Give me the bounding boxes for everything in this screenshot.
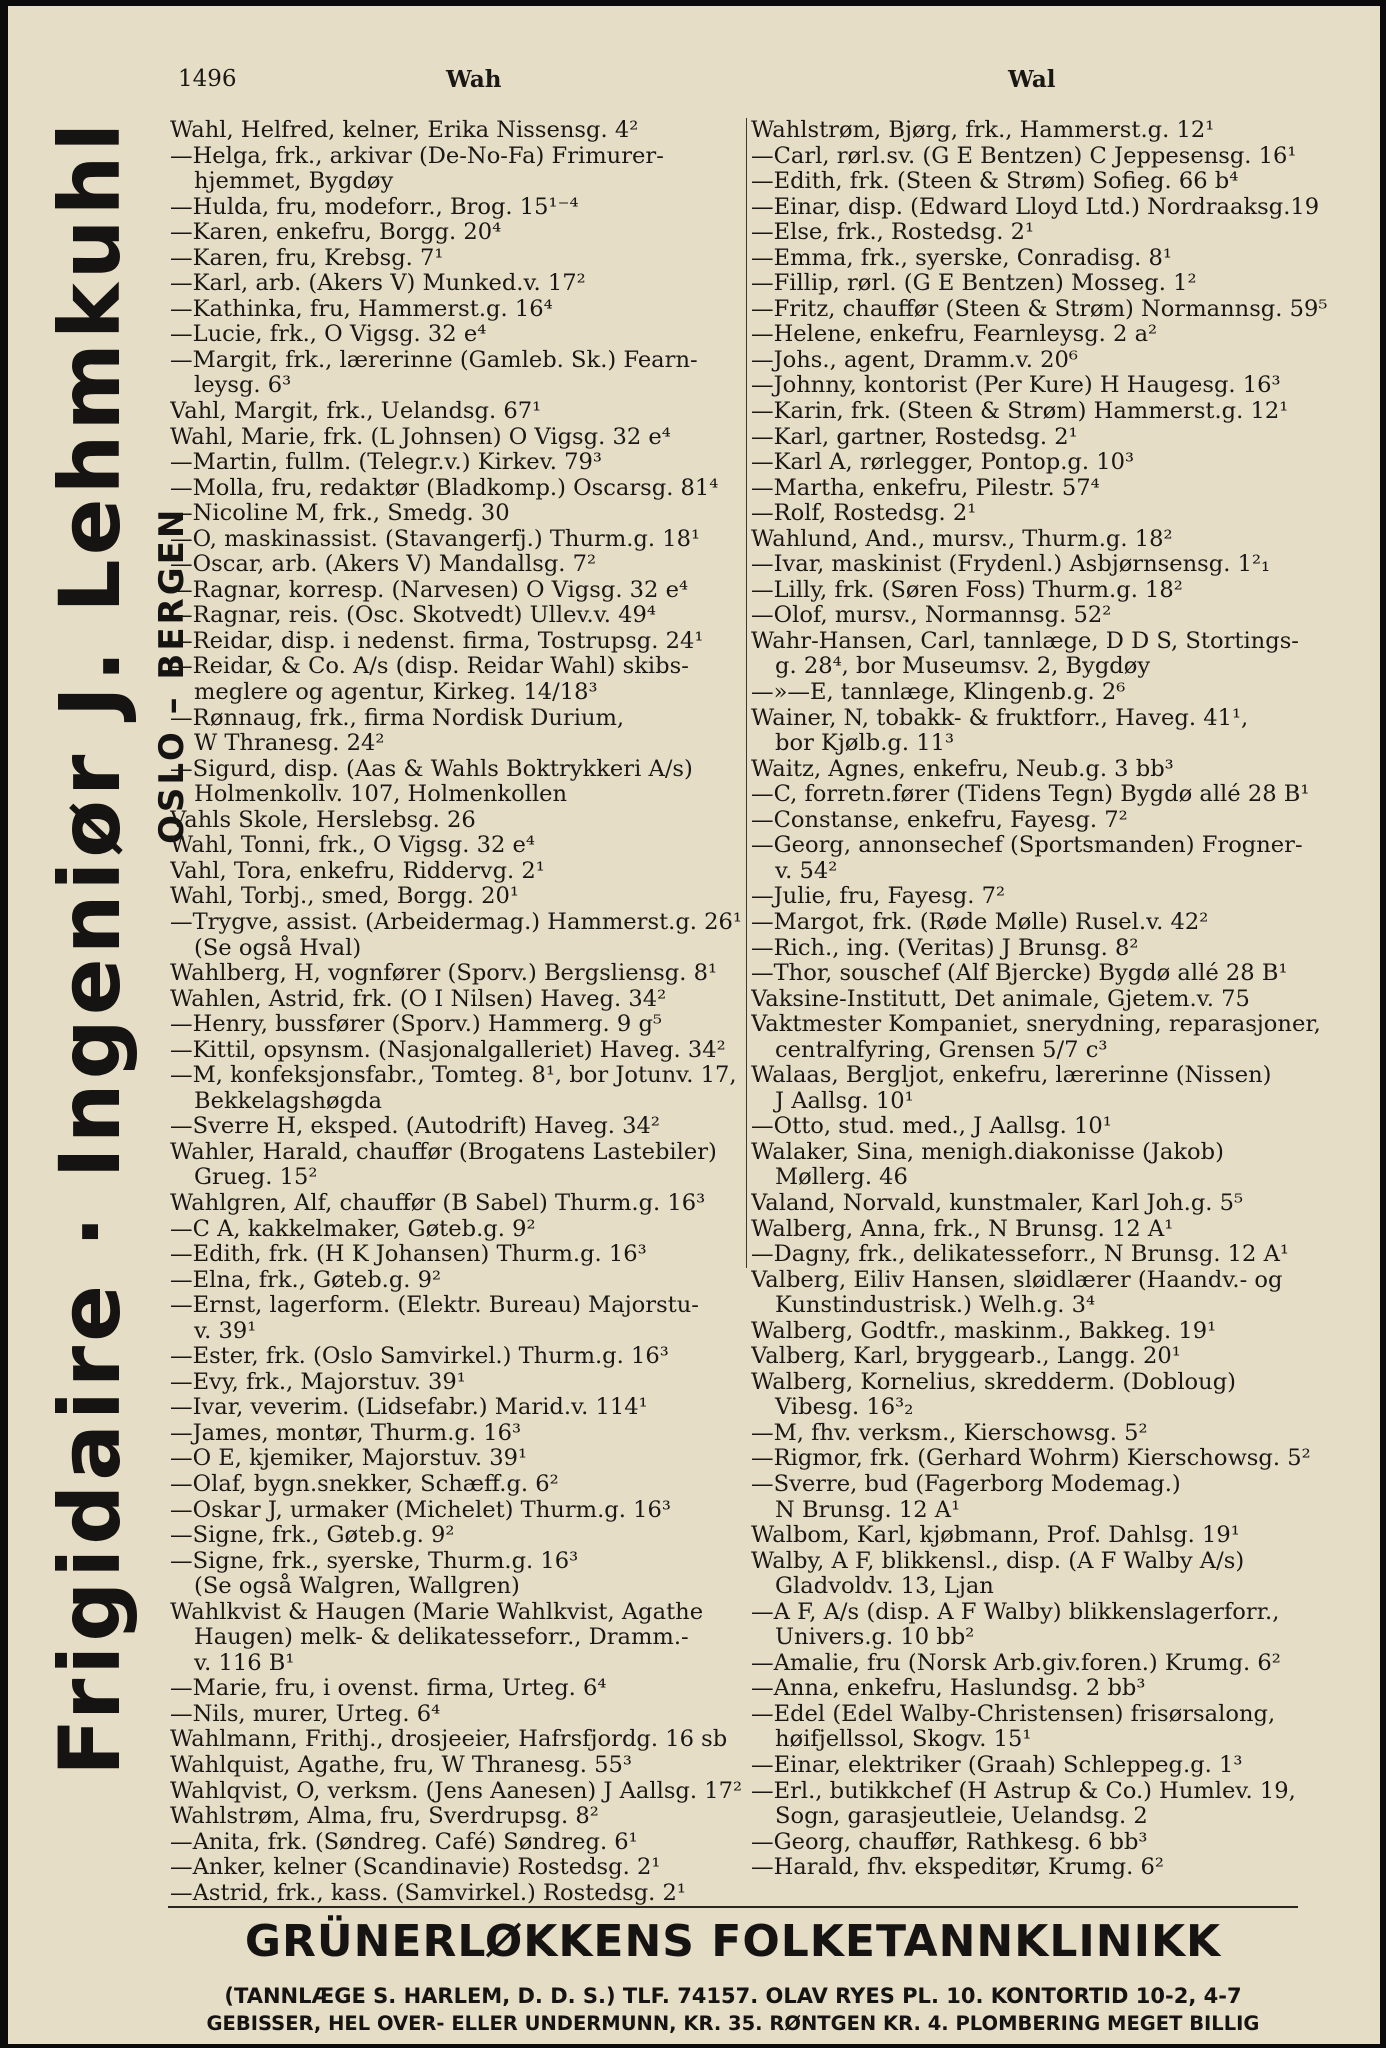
- directory-entry-line: —Helga, frk., arkivar (De-No-Fa) Frimurer-: [170, 142, 664, 169]
- directory-entry-line: —Ragnar, korresp. (Narvesen) O Vigsg. 32 e⁴: [170, 576, 689, 603]
- directory-entry-line: —Rønnaug, frk., firma Nordisk Durium,: [170, 704, 625, 731]
- directory-entry-line: —Lucie, frk., O Vigsg. 32 e⁴: [170, 321, 487, 348]
- directory-entry-line: —Olof, mursv., Normannsg. 52²: [751, 602, 1112, 629]
- directory-entry-line: Walby, A F, blikkensl., disp. (A F Walby A/s): [751, 1547, 1245, 1574]
- directory-entry-line: —Fillip, rørl. (G E Bentzen) Mosseg. 1²: [751, 270, 1197, 297]
- directory-entry-line: —Ivar, maskinist (Frydenl.) Asbjørnsensg. 1²₁: [751, 551, 1271, 578]
- directory-entry-line: —Nicoline M, frk., Smedg. 30: [170, 500, 510, 527]
- ad-divider: [168, 1906, 1298, 1908]
- directory-entry-line: v. 54²: [775, 857, 838, 884]
- directory-entry-line: —Henry, bussfører (Sporv.) Hammerg. 9 g⁵: [170, 1011, 662, 1038]
- directory-entry-line: Kunstindustrisk.) Welh.g. 3⁴: [775, 1292, 1096, 1319]
- directory-entry-line: —Astrid, frk., kass. (Samvirkel.) Rostedsg. 2¹: [170, 1879, 686, 1906]
- directory-entry-line: Møllerg. 46: [775, 1164, 908, 1191]
- directory-entry-line: —Karl A, rørlegger, Pontop.g. 10³: [751, 449, 1135, 476]
- directory-entry-line: Wahlgren, Alf, chauffør (B Sabel) Thurm.g. 16³: [170, 1189, 706, 1216]
- directory-entry-line: —Reidar, & Co. A/s (disp. Reidar Wahl) skibs-: [170, 653, 689, 680]
- directory-entry-line: —Ragnar, reis. (Osc. Skotvedt) Ullev.v. 49⁴: [170, 602, 656, 629]
- directory-entry-line: —Edith, frk. (Steen & Strøm) Sofieg. 66 b⁴: [751, 168, 1239, 195]
- directory-entry-line: —M, fhv. verksm., Kierschowsg. 5²: [751, 1419, 1148, 1446]
- directory-entry-line: N Brunsg. 12 A¹: [775, 1496, 961, 1523]
- directory-entry-line: Wahlqvist, O, verksm. (Jens Aanesen) J Aallsg. 17²: [170, 1777, 743, 1804]
- directory-entry-line: —James, montør, Thurm.g. 16³: [170, 1419, 522, 1446]
- directory-entry-line: —Ester, frk. (Oslo Samvirkel.) Thurm.g. 16³: [170, 1343, 669, 1370]
- directory-entry-line: —Anna, enkefru, Haslundsg. 2 bb³: [751, 1675, 1146, 1702]
- directory-entry-line: —Kathinka, fru, Hammerst.g. 16⁴: [170, 295, 553, 322]
- header-left-keyword: Wah: [446, 66, 502, 93]
- directory-entry-line: Wahlkvist & Haugen (Marie Wahlkvist, Agathe: [170, 1598, 704, 1625]
- directory-entry-line: Haugen) melk- & delikatesseforr., Dramm.-: [194, 1624, 689, 1651]
- left-column: [170, 118, 750, 1906]
- directory-entry-line: —Molla, fru, redaktør (Bladkomp.) Oscarsg. 81⁴: [170, 474, 719, 501]
- directory-entry-line: Grueg. 15²: [194, 1164, 318, 1191]
- directory-entry-line: —Karen, enkefru, Borgg. 20⁴: [170, 219, 502, 246]
- directory-entry-line: —Ivar, veverim. (Lidsefabr.) Marid.v. 114¹: [170, 1394, 648, 1421]
- directory-entry-line: Holmenkollv. 107, Holmenkollen: [194, 781, 568, 808]
- directory-entry-line: Valand, Norvald, kunstmaler, Karl Joh.g. 5⁵: [751, 1189, 1244, 1216]
- directory-entry-line: —Sverre H, eksped. (Autodrift) Haveg. 34²: [170, 1113, 660, 1140]
- directory-entry-line: Wahlmann, Frithj., drosjeeier, Hafrsfjordg. 16 sb: [170, 1726, 728, 1753]
- directory-entry-line: Wahr-Hansen, Carl, tannlæge, D D S, Stortings-: [751, 627, 1299, 654]
- directory-entry-line: —Karen, fru, Krebsg. 7¹: [170, 244, 444, 271]
- directory-entry-line: —Rigmor, frk. (Gerhard Wohrm) Kierschowsg. 5²: [751, 1445, 1311, 1472]
- side-ad-main-text: Frigidaire · Ingeniør J. Lehmkuhl: [41, 118, 139, 1776]
- ad-line-contact: (TANNLÆGE S. HARLEM, D. D. S.) TLF. 74157. OLAV RYES PL. 10. KONTORTID 10-2, 4-7: [224, 1984, 1242, 2008]
- directory-entry-line: Wainer, N, tobakk- & fruktforr., Haveg. 41¹,: [751, 704, 1249, 731]
- directory-entry-line: —Rolf, Rostedsg. 2¹: [751, 500, 977, 527]
- directory-entry-line: —Margit, frk., lærerinne (Gamleb. Sk.) Fearn-: [170, 346, 698, 373]
- directory-entry-line: Wahler, Harald, chauffør (Brogatens Lastebiler): [170, 1138, 717, 1165]
- directory-entry-line: Walaker, Sina, menigh.diakonisse (Jakob): [751, 1138, 1224, 1165]
- directory-entry-line: —Sigurd, disp. (Aas & Wahls Boktrykkeri A/s): [170, 755, 693, 782]
- directory-entry-line: Waitz, Agnes, enkefru, Neub.g. 3 bb³: [751, 755, 1174, 782]
- directory-entry-line: —Fritz, chauffør (Steen & Strøm) Normannsg. 59⁵: [751, 295, 1328, 322]
- directory-entry-line: Vahl, Margit, frk., Uelandsg. 67¹: [170, 398, 542, 425]
- directory-entry-line: —Georg, annonsechef (Sportsmanden) Frogner-: [751, 832, 1303, 859]
- side-ad-sub-text: OSLO – BERGEN: [152, 506, 192, 845]
- directory-entry-line: Vibesg. 16³₂: [775, 1394, 914, 1421]
- directory-entry-line: —Edith, frk. (H K Johansen) Thurm.g. 16³: [170, 1241, 647, 1268]
- ad-line-prices: GEBISSER, HEL OVER- ELLER UNDERMUNN, KR. 35. RØNTGEN KR. 4. PLOMBERING MEGET BILLIG: [206, 2012, 1260, 2035]
- directory-entry-line: —Kittil, opsynsm. (Nasjonalgalleriet) Haveg. 34²: [170, 1036, 726, 1063]
- directory-entry-line: hjemmet, Bygdøy: [194, 168, 394, 195]
- directory-entry-line: Wahlstrøm, Alma, fru, Sverdrupsg. 8²: [170, 1803, 599, 1830]
- directory-entry-line: Bekkelagshøgda: [194, 1087, 383, 1114]
- directory-entry-line: Valberg, Karl, bryggearb., Langg. 20¹: [751, 1343, 1181, 1370]
- directory-entry-line: —Martin, fullm. (Telegr.v.) Kirkev. 79³: [170, 449, 602, 476]
- directory-entry-line: —Carl, rørl.sv. (G E Bentzen) C Jeppesensg. 16¹: [751, 142, 1297, 169]
- directory-entry-line: bor Kjølb.g. 11³: [775, 730, 955, 757]
- directory-entry-line: —Signe, frk., syerske, Thurm.g. 16³: [170, 1547, 579, 1574]
- directory-entry-line: —Amalie, fru (Norsk Arb.giv.foren.) Krumg. 6²: [751, 1649, 1281, 1676]
- directory-entry-line: —Olaf, bygn.snekker, Schæff.g. 6²: [170, 1470, 559, 1497]
- directory-entry-line: —O, maskinassist. (Stavangerfj.) Thurm.g. 18¹: [170, 525, 701, 552]
- directory-entry-line: —Evy, frk., Majorstuv. 39¹: [170, 1368, 466, 1395]
- directory-entry-line: —Julie, fru, Fayesg. 7²: [751, 883, 1006, 910]
- column-divider: [746, 118, 747, 1268]
- directory-entry-line: Wahl, Torbj., smed, Borgg. 20¹: [170, 883, 519, 910]
- directory-entry-line: Univers.g. 10 bb²: [775, 1624, 975, 1651]
- directory-entry-line: Wahl, Marie, frk. (L Johnsen) O Vigsg. 32 e⁴: [170, 423, 671, 450]
- directory-entry-line: Valberg, Eiliv Hansen, sløidlærer (Haandv.- og: [751, 1266, 1283, 1293]
- directory-entry-line: —Martha, enkefru, Pilestr. 57⁴: [751, 474, 1100, 501]
- header-right-keyword: Wal: [1008, 66, 1056, 93]
- directory-entry-line: meglere og agentur, Kirkeg. 14/18³: [194, 679, 598, 706]
- directory-entry-line: —Ernst, lagerform. (Elektr. Bureau) Majorstu-: [170, 1292, 699, 1319]
- page-number: 1496: [178, 66, 237, 92]
- directory-entry-line: Walbom, Karl, kjøbmann, Prof. Dahlsg. 19¹: [751, 1522, 1240, 1549]
- directory-entry-line: W Thranesg. 24²: [194, 730, 385, 757]
- directory-entry-line: (Se også Hval): [194, 934, 362, 961]
- directory-entry-line: —Karl, gartner, Rostedsg. 2¹: [751, 423, 1078, 450]
- directory-entry-line: —Einar, elektriker (Graah) Schleppeg.g. 1³: [751, 1752, 1243, 1778]
- directory-entry-line: —A F, A/s (disp. A F Walby) blikkenslagerforr.,: [751, 1598, 1280, 1625]
- directory-entry-line: —Reidar, disp. i nedenst. firma, Tostrupsg. 24¹: [170, 627, 704, 654]
- directory-entry-line: Sogn, garasjeutleie, Uelandsg. 2: [775, 1803, 1148, 1830]
- directory-entry-line: Walaas, Bergljot, enkefru, lærerinne (Nissen): [751, 1062, 1272, 1089]
- directory-entry-line: —Oskar J, urmaker (Michelet) Thurm.g. 16³: [170, 1496, 671, 1523]
- directory-entry-line: Gladvoldv. 13, Ljan: [775, 1573, 994, 1600]
- directory-entry-line: v. 39¹: [194, 1317, 257, 1344]
- directory-entry-line: —Elna, frk., Gøteb.g. 9²: [170, 1266, 442, 1293]
- directory-entry-line: Walberg, Godtfr., maskinm., Bakkeg. 19¹: [751, 1317, 1217, 1344]
- directory-entry-line: —Karin, frk. (Steen & Strøm) Hammerst.g. 12¹: [751, 398, 1289, 425]
- directory-entry-line: Wahlen, Astrid, frk. (O I Nilsen) Haveg. 34²: [170, 985, 667, 1012]
- directory-entry-line: Wahlquist, Agathe, fru, W Thranesg. 55³: [170, 1752, 632, 1778]
- directory-entry-line: Wahl, Tonni, frk., O Vigsg. 32 e⁴: [170, 832, 535, 859]
- directory-entry-line: —Emma, frk., syerske, Conradisg. 8¹: [751, 244, 1172, 271]
- directory-entry-line: —O E, kjemiker, Majorstuv. 39¹: [170, 1445, 528, 1472]
- directory-entry-line: —Johs., agent, Dramm.v. 20⁶: [751, 346, 1078, 373]
- ad-title: GRÜNERLØKKENS FOLKETANNKLINIKK: [244, 1916, 1222, 1967]
- directory-entry-line: —Lilly, frk. (Søren Foss) Thurm.g. 18²: [751, 576, 1183, 603]
- directory-entry-line: —Oscar, arb. (Akers V) Mandallsg. 7²: [170, 551, 597, 578]
- directory-entry-line: høifjellssol, Skogv. 15¹: [775, 1726, 1032, 1753]
- right-column: [751, 118, 1331, 1881]
- directory-entry-line: —C, forretn.fører (Tidens Tegn) Bygdø allé 28 B¹: [751, 781, 1310, 808]
- directory-entry-line: —Margot, frk. (Røde Mølle) Rusel.v. 42²: [751, 908, 1209, 935]
- directory-entry-line: —Hulda, fru, modeforr., Brog. 15¹⁻⁴: [170, 193, 579, 220]
- directory-entry-line: Walberg, Kornelius, skredderm. (Dobloug): [751, 1368, 1236, 1395]
- directory-page: [8, 6, 1380, 2044]
- directory-entry-line: g. 28⁴, bor Museumsv. 2, Bygdøy: [775, 653, 1151, 680]
- directory-entry-line: —Georg, chauffør, Rathkesg. 6 bb³: [751, 1828, 1148, 1855]
- directory-entry-line: —Johnny, kontorist (Per Kure) H Haugesg. 16³: [751, 372, 1281, 399]
- directory-entry-line: Wahlstrøm, Bjørg, frk., Hammerst.g. 12¹: [751, 118, 1215, 143]
- directory-entry-line: —Helene, enkefru, Fearnleysg. 2 a²: [751, 321, 1158, 348]
- directory-entry-line: Vaksine-Institutt, Det animale, Gjetem.v. 75: [751, 985, 1250, 1012]
- directory-entry-line: —Constanse, enkefru, Fayesg. 7²: [751, 806, 1128, 833]
- directory-entry-line: centralfyring, Grensen 5/7 c³: [775, 1036, 1108, 1063]
- directory-entry-line: —Sverre, bud (Fagerborg Modemag.): [751, 1470, 1181, 1497]
- directory-entry-line: Wahl, Helfred, kelner, Erika Nissensg. 4²: [170, 118, 639, 143]
- directory-entry-line: Walberg, Anna, frk., N Brunsg. 12 A¹: [751, 1215, 1174, 1242]
- directory-entry-line: Vahls Skole, Herslebsg. 26: [170, 806, 476, 833]
- directory-entry-line: Wahlberg, H, vognfører (Sporv.) Bergsliensg. 8¹: [170, 960, 718, 987]
- directory-entry-line: —M, konfeksjonsfabr., Tomteg. 8¹, bor Jotunv. 17,: [170, 1062, 737, 1089]
- directory-entry-line: —Anker, kelner (Scandinavie) Rostedsg. 2¹: [170, 1854, 661, 1881]
- directory-entry-line: —Marie, fru, i ovenst. firma, Urteg. 6⁴: [170, 1675, 607, 1702]
- directory-entry-line: —Edel (Edel Walby-Christensen) frisørsalong,: [751, 1700, 1276, 1727]
- directory-entry-line: v. 116 B¹: [194, 1649, 295, 1676]
- directory-entry-line: —Dagny, frk., delikatesseforr., N Brunsg. 12 A¹: [751, 1241, 1289, 1268]
- directory-entry-line: —Karl, arb. (Akers V) Munked.v. 17²: [170, 270, 586, 297]
- directory-entry-line: Vaktmester Kompaniet, snerydning, reparasjoner,: [751, 1011, 1321, 1038]
- directory-entry-line: —Erl., butikkchef (H Astrup & Co.) Humlev. 19,: [751, 1777, 1296, 1804]
- directory-entry-line: —»—E, tannlæge, Klingenb.g. 2⁶: [751, 679, 1126, 706]
- directory-entry-line: —Harald, fhv. ekspeditør, Krumg. 6²: [751, 1854, 1164, 1881]
- side-advertisement: [30, 118, 192, 1776]
- directory-entry-line: —Otto, stud. med., J Aallsg. 10¹: [751, 1113, 1112, 1140]
- directory-entry-line: —Einar, disp. (Edward Lloyd Ltd.) Nordraaksg.19: [751, 193, 1320, 220]
- directory-entry-line: —Else, frk., Rostedsg. 2¹: [751, 219, 1035, 246]
- directory-entry-line: —Nils, murer, Urteg. 6⁴: [170, 1700, 441, 1727]
- directory-entry-line: —Trygve, assist. (Arbeidermag.) Hammerst.g. 26¹: [170, 908, 742, 935]
- directory-entry-line: —Signe, frk., Gøteb.g. 9²: [170, 1522, 455, 1549]
- directory-entry-line: —Thor, souschef (Alf Bjercke) Bygdø allé 28 B¹: [751, 960, 1288, 987]
- directory-entry-line: —Anita, frk. (Søndreg. Café) Søndreg. 6¹: [170, 1828, 638, 1855]
- directory-entry-line: (Se også Walgren, Wallgren): [194, 1573, 520, 1600]
- directory-entry-line: —Rich., ing. (Veritas) J Brunsg. 8²: [751, 934, 1139, 961]
- directory-entry-line: Wahlund, And., mursv., Thurm.g. 18²: [751, 525, 1173, 552]
- directory-entry-line: J Aallsg. 10¹: [775, 1087, 914, 1114]
- directory-entry-line: leysg. 6³: [194, 372, 292, 399]
- directory-entry-line: Vahl, Tora, enkefru, Riddervg. 2¹: [170, 857, 545, 884]
- directory-entry-line: —C A, kakkelmaker, Gøteb.g. 9²: [170, 1215, 536, 1242]
